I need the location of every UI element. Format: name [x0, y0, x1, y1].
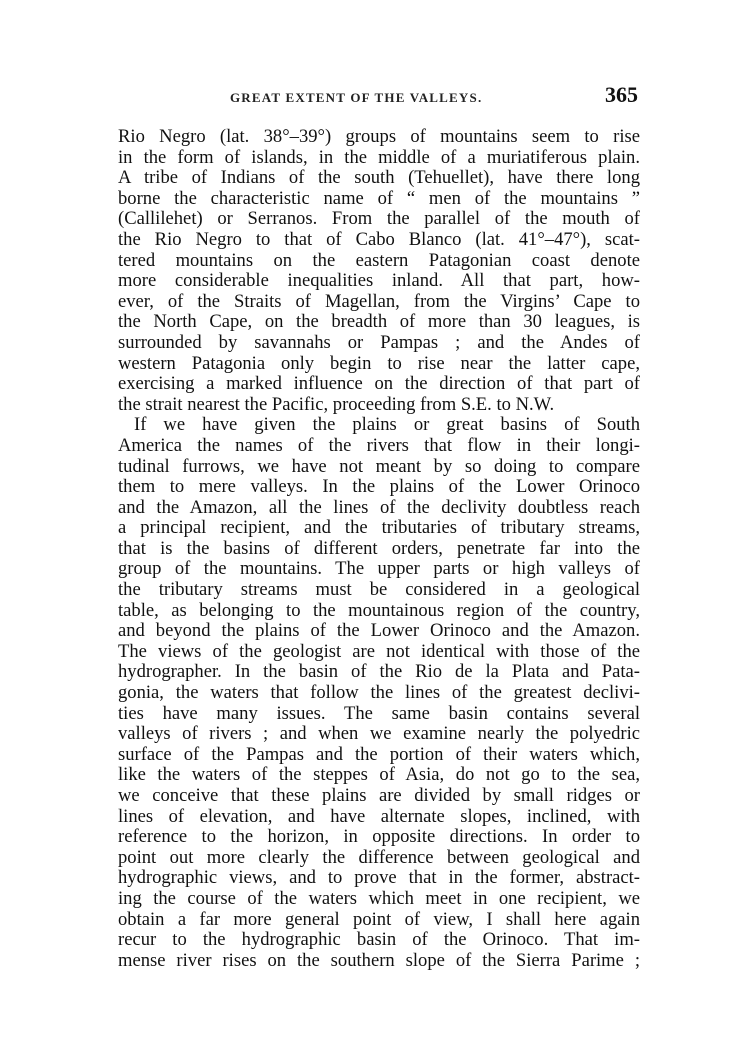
text-line: surrounded by savannahs or Pampas ; and the Andes of — [118, 331, 640, 353]
text-line: that is the basins of different orders, penetrate far into the — [118, 537, 640, 559]
text-line: A tribe of Indians of the south (Tehuellet), have there long — [118, 167, 640, 189]
text-line: The views of the geologist are not identical with those of the — [118, 640, 640, 662]
text-line: hydrographic views, and to prove that in the former, abstract- — [118, 867, 640, 889]
text-line: a principal recipient, and the tributaries of tributary streams, — [118, 517, 640, 539]
text-line: the strait nearest the Pacific, proceeding from S.E. to N.W. — [118, 393, 555, 415]
text-line: exercising a marked influence on the direction of that part of — [118, 373, 640, 395]
text-line: reference to the horizon, in opposite directions. In order to — [118, 826, 640, 848]
text-line: more considerable inequalities inland. All that part, how- — [118, 270, 640, 292]
page-number: 365 — [605, 82, 638, 107]
text-line: western Patagonia only begin to rise near the latter cape, — [118, 352, 640, 374]
running-title: GREAT EXTENT OF THE VALLEYS. — [230, 90, 483, 105]
text-line: tudinal furrows, we have not meant by so doing to compare — [118, 455, 640, 477]
text-line: ever, of the Straits of Magellan, from the Virgins’ Cape to — [118, 290, 640, 312]
text-line: the Rio Negro to that of Cabo Blanco (lat. 41°–47°), scat- — [118, 228, 640, 250]
text-line: (Callilehet) or Serranos. From the parallel of the mouth of — [118, 208, 640, 230]
text-line: them to mere valleys. In the plains of the Lower Orinoco — [118, 476, 640, 498]
text-line: recur to the hydrographic basin of the Orinoco. That im- — [118, 929, 640, 951]
text-line: gonia, the waters that follow the lines of the greatest declivi- — [118, 682, 640, 704]
text-line: ing the course of the waters which meet in one recipient, we — [118, 887, 640, 909]
text-line: table, as belonging to the mountainous region of the country, — [118, 599, 640, 621]
text-line: surface of the Pampas and the portion of their waters which, — [118, 743, 640, 765]
text-line: tered mountains on the eastern Patagonian coast denote — [118, 249, 640, 271]
text-line: hydrographer. In the basin of the Rio de la Plata and Pata- — [118, 661, 640, 683]
text-line: the North Cape, on the breadth of more than 30 leagues, is — [118, 311, 640, 333]
text-line: group of the mountains. The upper parts or high valleys of — [118, 558, 640, 580]
text-line: we conceive that these plains are divided by small ridges or — [118, 785, 640, 806]
text-line: valleys of rivers ; and when we examine nearly the polyedric — [118, 723, 640, 745]
text-line: and the Amazon, all the lines of the declivity doubtless reach — [118, 496, 640, 518]
text-line: point out more clearly the difference between geological and — [118, 846, 640, 868]
page-header — [118, 82, 648, 112]
text-line: Rio Negro (lat. 38°–39°) groups of mountains seem to rise — [118, 126, 640, 147]
text-line: and beyond the plains of the Lower Orinoco and the Amazon. — [118, 620, 640, 642]
text-line: America the names of the rivers that flow in their longi- — [118, 434, 640, 456]
body-text — [118, 127, 640, 971]
text-line: obtain a far more general point of view, I shall here again — [118, 908, 640, 930]
text-line: ties have many issues. The same basin contains several — [118, 702, 640, 724]
paragraph-start-line: If we have given the plains or great basins of South — [134, 414, 640, 436]
text-line: lines of elevation, and have alternate slopes, inclined, with — [118, 805, 640, 827]
text-line: the tributary streams must be considered in a geological — [118, 579, 640, 601]
text-line: borne the characteristic name of “ men of the mountains ” — [118, 187, 640, 209]
text-line: mense river rises on the southern slope of the Sierra Parime ; — [118, 949, 640, 971]
text-line: in the form of islands, in the middle of a muriatiferous plain. — [118, 146, 640, 168]
text-line: like the waters of the steppes of Asia, do not go to the sea, — [118, 764, 640, 786]
